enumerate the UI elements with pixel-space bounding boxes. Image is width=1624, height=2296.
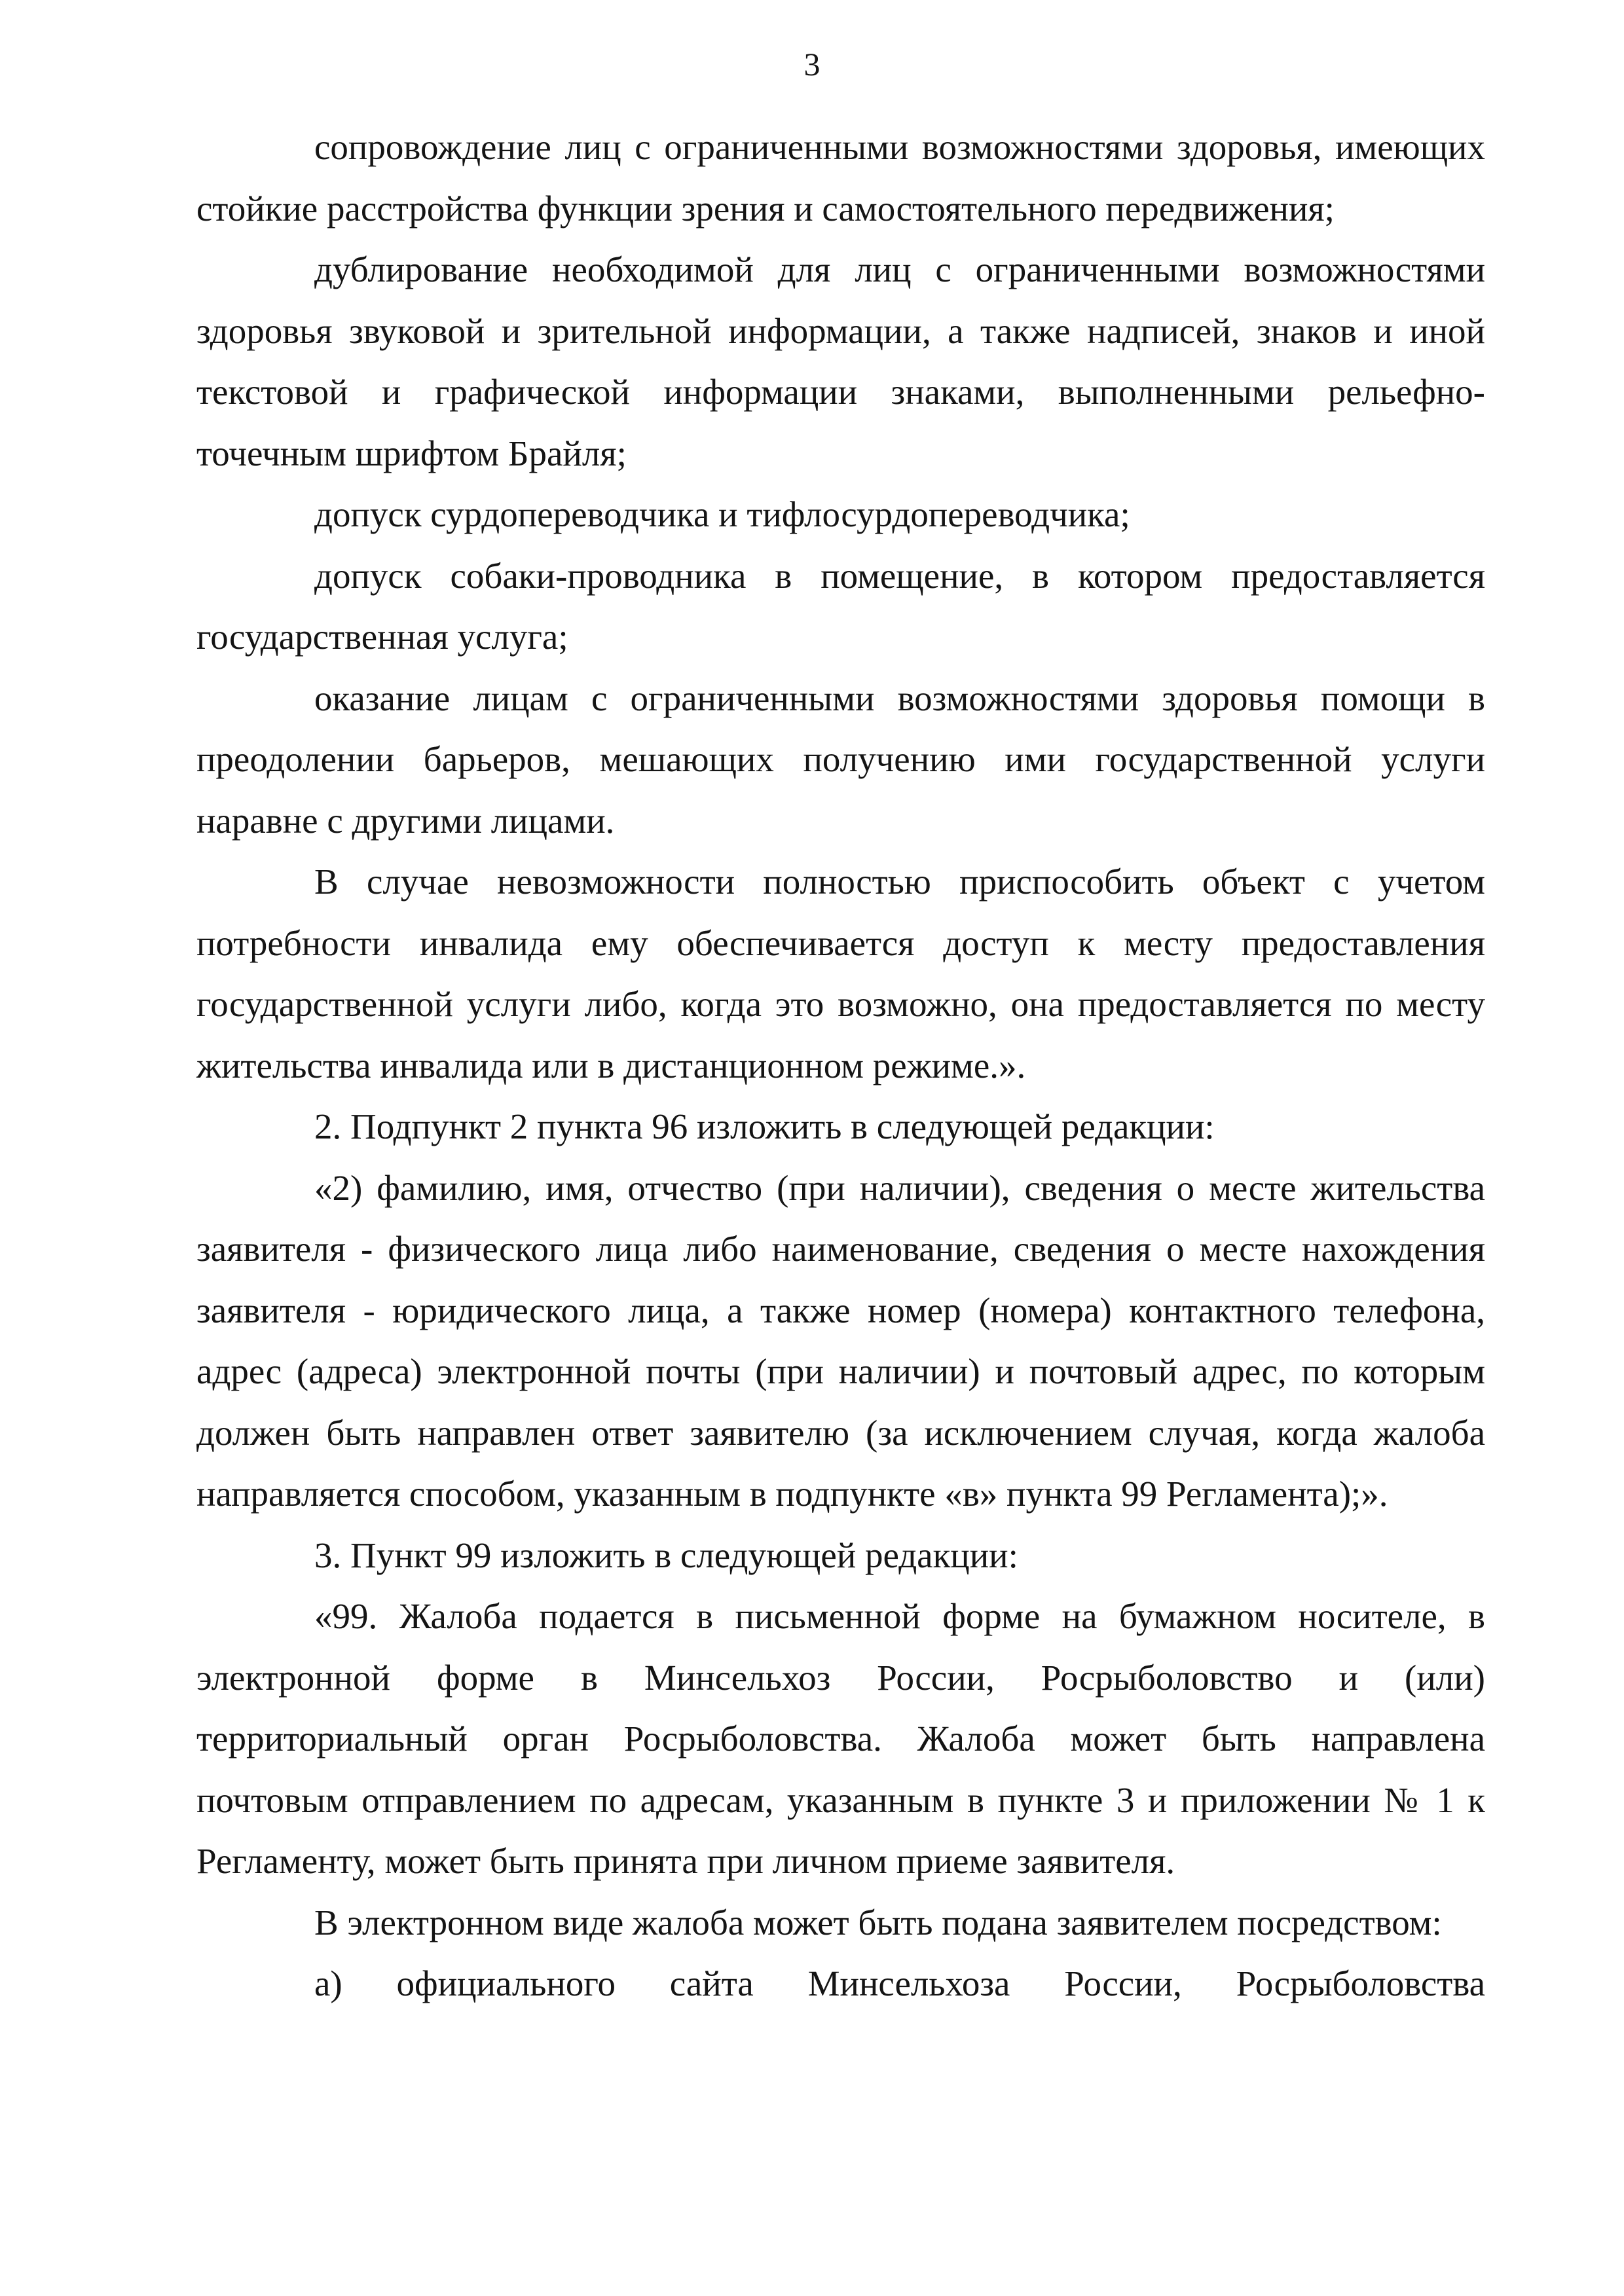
paragraph-guide-dog: допуск собаки-проводника в помещение, в котором предоставляется государственная услуга; — [196, 555, 1485, 657]
paragraph-applicant-details: «2) фамилию, имя, отчество (при наличии), сведения о месте жительства заявителя - физического лица либо наименование, сведения о месте нахождения заявителя - юридического лица, а также номер (номера) контактного телефона, адрес (адреса) электронной почты (при наличии) и почтовый адрес, по которым должен быть направлен ответ заявителю (за исключением случая, когда жалоба направляется способом, указанным в подпункте «в» пункта 99 Регламента);». — [196, 1167, 1485, 1514]
paragraph-clause-99: 3. Пункт 99 изложить в следующей редакции: — [314, 1535, 1018, 1575]
paragraph-sign-interpreter: допуск сурдопереводчика и тифлосурдопереводчика; — [314, 494, 1130, 534]
paragraph-electronic-submission: В электронном виде жалоба может быть подана заявителем посредством: — [314, 1902, 1442, 1942]
paragraph-subclause-2: 2. Подпункт 2 пункта 96 изложить в следующей редакции: — [314, 1106, 1215, 1146]
paragraph-escort: сопровождение лиц с ограниченными возможностями здоровья, имеющих стойкие расстройства функции зрения и самостоятельного передвижения; — [196, 127, 1485, 228]
paragraph-assistance: оказание лицам с ограниченными возможностями здоровья помощи в преодолении барьеров, мешающих получению ими государственной услуги наравне с другими лицами. — [196, 678, 1485, 841]
paragraph-braille: дублирование необходимой для лиц с ограниченными возможностями здоровья звуковой и зрительной информации, а также надписей, знаков и иной текстовой и графической информации знаками, выполненными рельефно-точечным шрифтом Брайля; — [196, 249, 1485, 473]
paragraph-complaint-form: «99. Жалоба подается в письменной форме на бумажном носителе, в электронной форме в Минсельхоз России, Росрыболовство и (или) территориальный орган Росрыболовства. Жалоба может быть направлена почтовым отправлением по адресам, указанным в пункте 3 и приложении № 1 к Регламенту, может быть принята при личном приеме заявителя. — [196, 1596, 1485, 1881]
document-body — [196, 117, 1485, 2014]
paragraph-remote-service: В случае невозможности полностью приспособить объект с учетом потребности инвалида ему обеспечивается доступ к месту предоставления государственной услуги либо, когда это возможно, она предоставляется по месту жительства инвалида или в дистанционном режиме.». — [196, 862, 1485, 1085]
page-number: 3 — [803, 46, 821, 82]
paragraph-official-site: а) официального сайта Минсельхоза России, Росрыболовства — [314, 1963, 1485, 2003]
